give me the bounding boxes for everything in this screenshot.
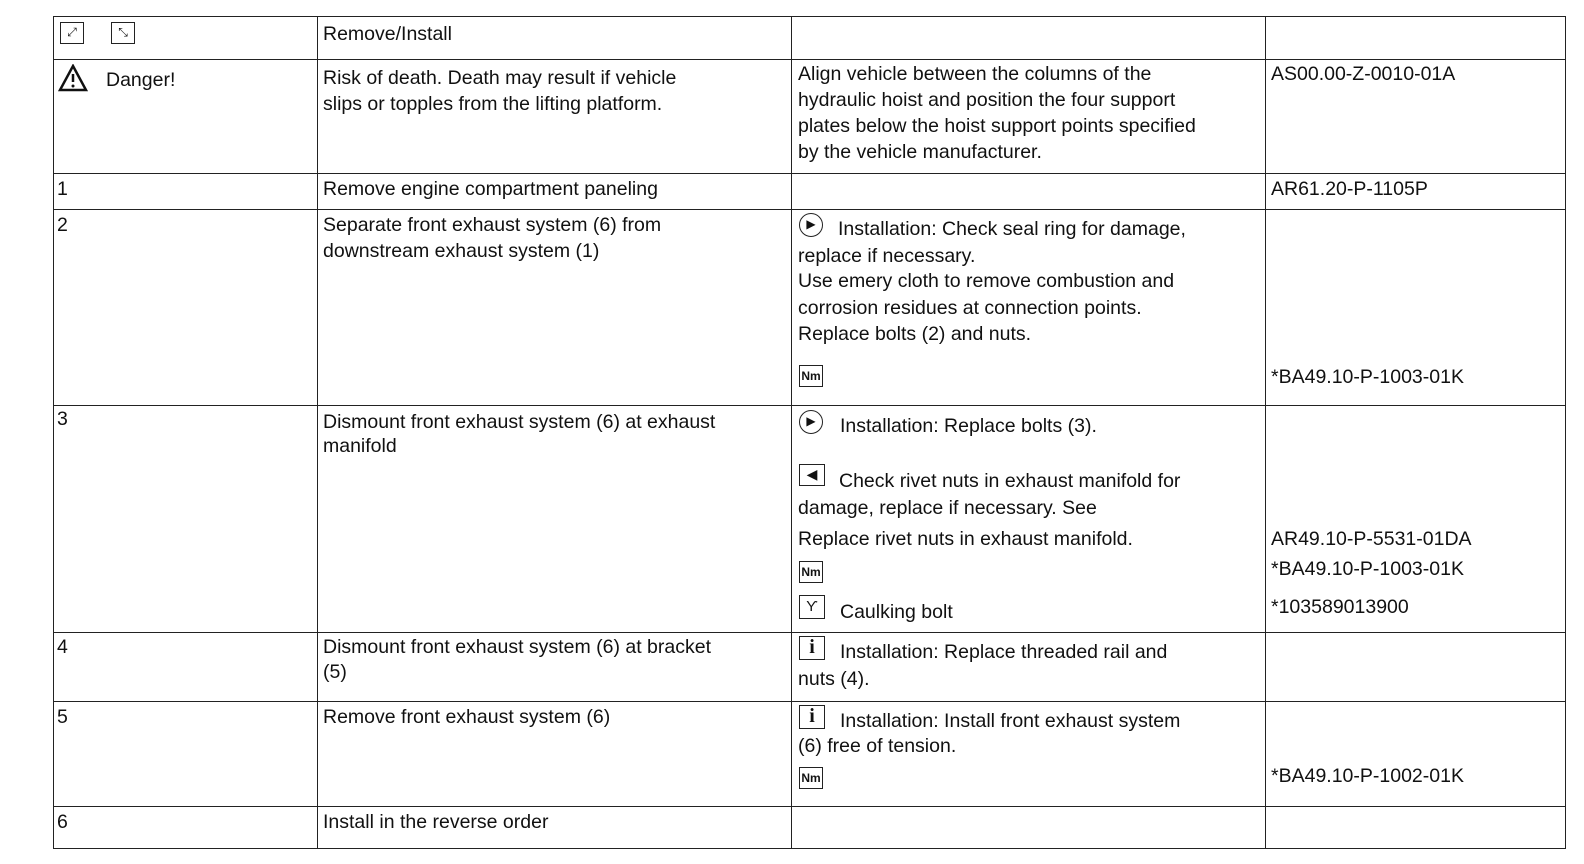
step-task: Remove front exhaust system (6) [323, 706, 611, 728]
step-number: 3 [57, 408, 68, 430]
step-ref-link[interactable]: *103589013900 [1271, 596, 1409, 618]
tool-label: Caulking bolt [840, 601, 953, 623]
danger-action-line: plates below the hoist support points specified [798, 115, 1196, 137]
torque-nm-icon[interactable]: Nm [799, 561, 823, 583]
danger-action-line: Align vehicle between the columns of the [798, 63, 1152, 85]
procedure-document [53, 16, 1565, 864]
risk-text-line2: slips or topples from the lifting platform. [323, 93, 663, 115]
special-tool-icon[interactable]: Ƴ [799, 595, 825, 619]
installation-note: (6) free of tension. [798, 735, 957, 757]
step-number: 2 [57, 214, 68, 236]
step-row-6 [54, 807, 1566, 849]
installation-note: Replace bolts (2) and nuts. [798, 323, 1032, 345]
step-ref-link[interactable]: AR49.10-P-5531-01DA [1271, 528, 1472, 550]
step-task: (5) [323, 661, 347, 683]
danger-ref-link[interactable]: AS00.00-Z-0010-01A [1271, 63, 1456, 85]
step-row-2 [54, 210, 1566, 406]
collapse-icon[interactable]: ⤡ [111, 22, 135, 44]
installation-note: replace if necessary. [798, 245, 976, 267]
step-ref-link[interactable]: *BA49.10-P-1003-01K [1271, 558, 1464, 580]
danger-row [54, 60, 1566, 174]
danger-label: Danger! [106, 69, 176, 91]
check-note: Replace rivet nuts in exhaust manifold. [798, 528, 1133, 550]
header-title-cell [318, 17, 792, 60]
step-task: Remove engine compartment paneling [323, 178, 658, 200]
step-task: manifold [323, 435, 397, 457]
installation-note: Installation: Check seal ring for damage, [838, 218, 1186, 240]
step-ref-link[interactable]: *BA49.10-P-1003-01K [1271, 366, 1464, 388]
danger-action-line: by the vehicle manufacturer. [798, 141, 1042, 163]
header-row [54, 17, 1566, 60]
torque-nm-icon[interactable]: Nm [799, 365, 823, 387]
step-row-1 [54, 174, 1566, 210]
check-note: Check rivet nuts in exhaust manifold for [839, 470, 1181, 492]
warning-triangle-icon [58, 64, 88, 92]
expand-icon[interactable]: ⤢ [60, 22, 84, 44]
step-number: 5 [57, 706, 68, 728]
step-ref-link[interactable]: AR61.20-P-1105P [1271, 178, 1428, 200]
installation-note: nuts (4). [798, 668, 870, 690]
step-row-3 [54, 406, 1566, 633]
step-task: downstream exhaust system (1) [323, 240, 600, 262]
step-number: 1 [57, 178, 68, 200]
procedure-table [53, 16, 1566, 849]
info-icon: i [799, 705, 825, 729]
torque-nm-icon[interactable]: Nm [799, 767, 823, 789]
installation-icon: ▶ [799, 410, 823, 434]
installation-note: Use emery cloth to remove combustion and [798, 270, 1175, 292]
step-number: 6 [57, 811, 68, 833]
step-task: Dismount front exhaust system (6) at bracket [323, 636, 711, 658]
installation-note: corrosion residues at connection points. [798, 297, 1142, 319]
step-task: Separate front exhaust system (6) from [323, 214, 662, 236]
danger-action-line: hydraulic hoist and position the four support [798, 89, 1176, 111]
step-ref-link[interactable]: *BA49.10-P-1002-01K [1271, 765, 1464, 787]
risk-text-line1: Risk of death. Death may result if vehicle [323, 67, 677, 89]
header-icons-cell [54, 17, 318, 60]
step-task: Dismount front exhaust system (6) at exhaust [323, 411, 716, 433]
step-row-5 [54, 702, 1566, 807]
installation-icon: ▶ [799, 213, 823, 237]
step-number: 4 [57, 636, 68, 658]
installation-note: Installation: Install front exhaust system [840, 710, 1181, 732]
installation-note: Installation: Replace threaded rail and [840, 641, 1168, 663]
step-row-4 [54, 633, 1566, 702]
check-note: damage, replace if necessary. See [798, 497, 1097, 519]
step-task: Install in the reverse order [323, 811, 549, 833]
page-title: Remove/Install [323, 23, 452, 45]
installation-note: Installation: Replace bolts (3). [840, 415, 1097, 437]
info-icon: i [799, 636, 825, 660]
reference-arrow-icon[interactable]: ◀ [799, 464, 825, 486]
